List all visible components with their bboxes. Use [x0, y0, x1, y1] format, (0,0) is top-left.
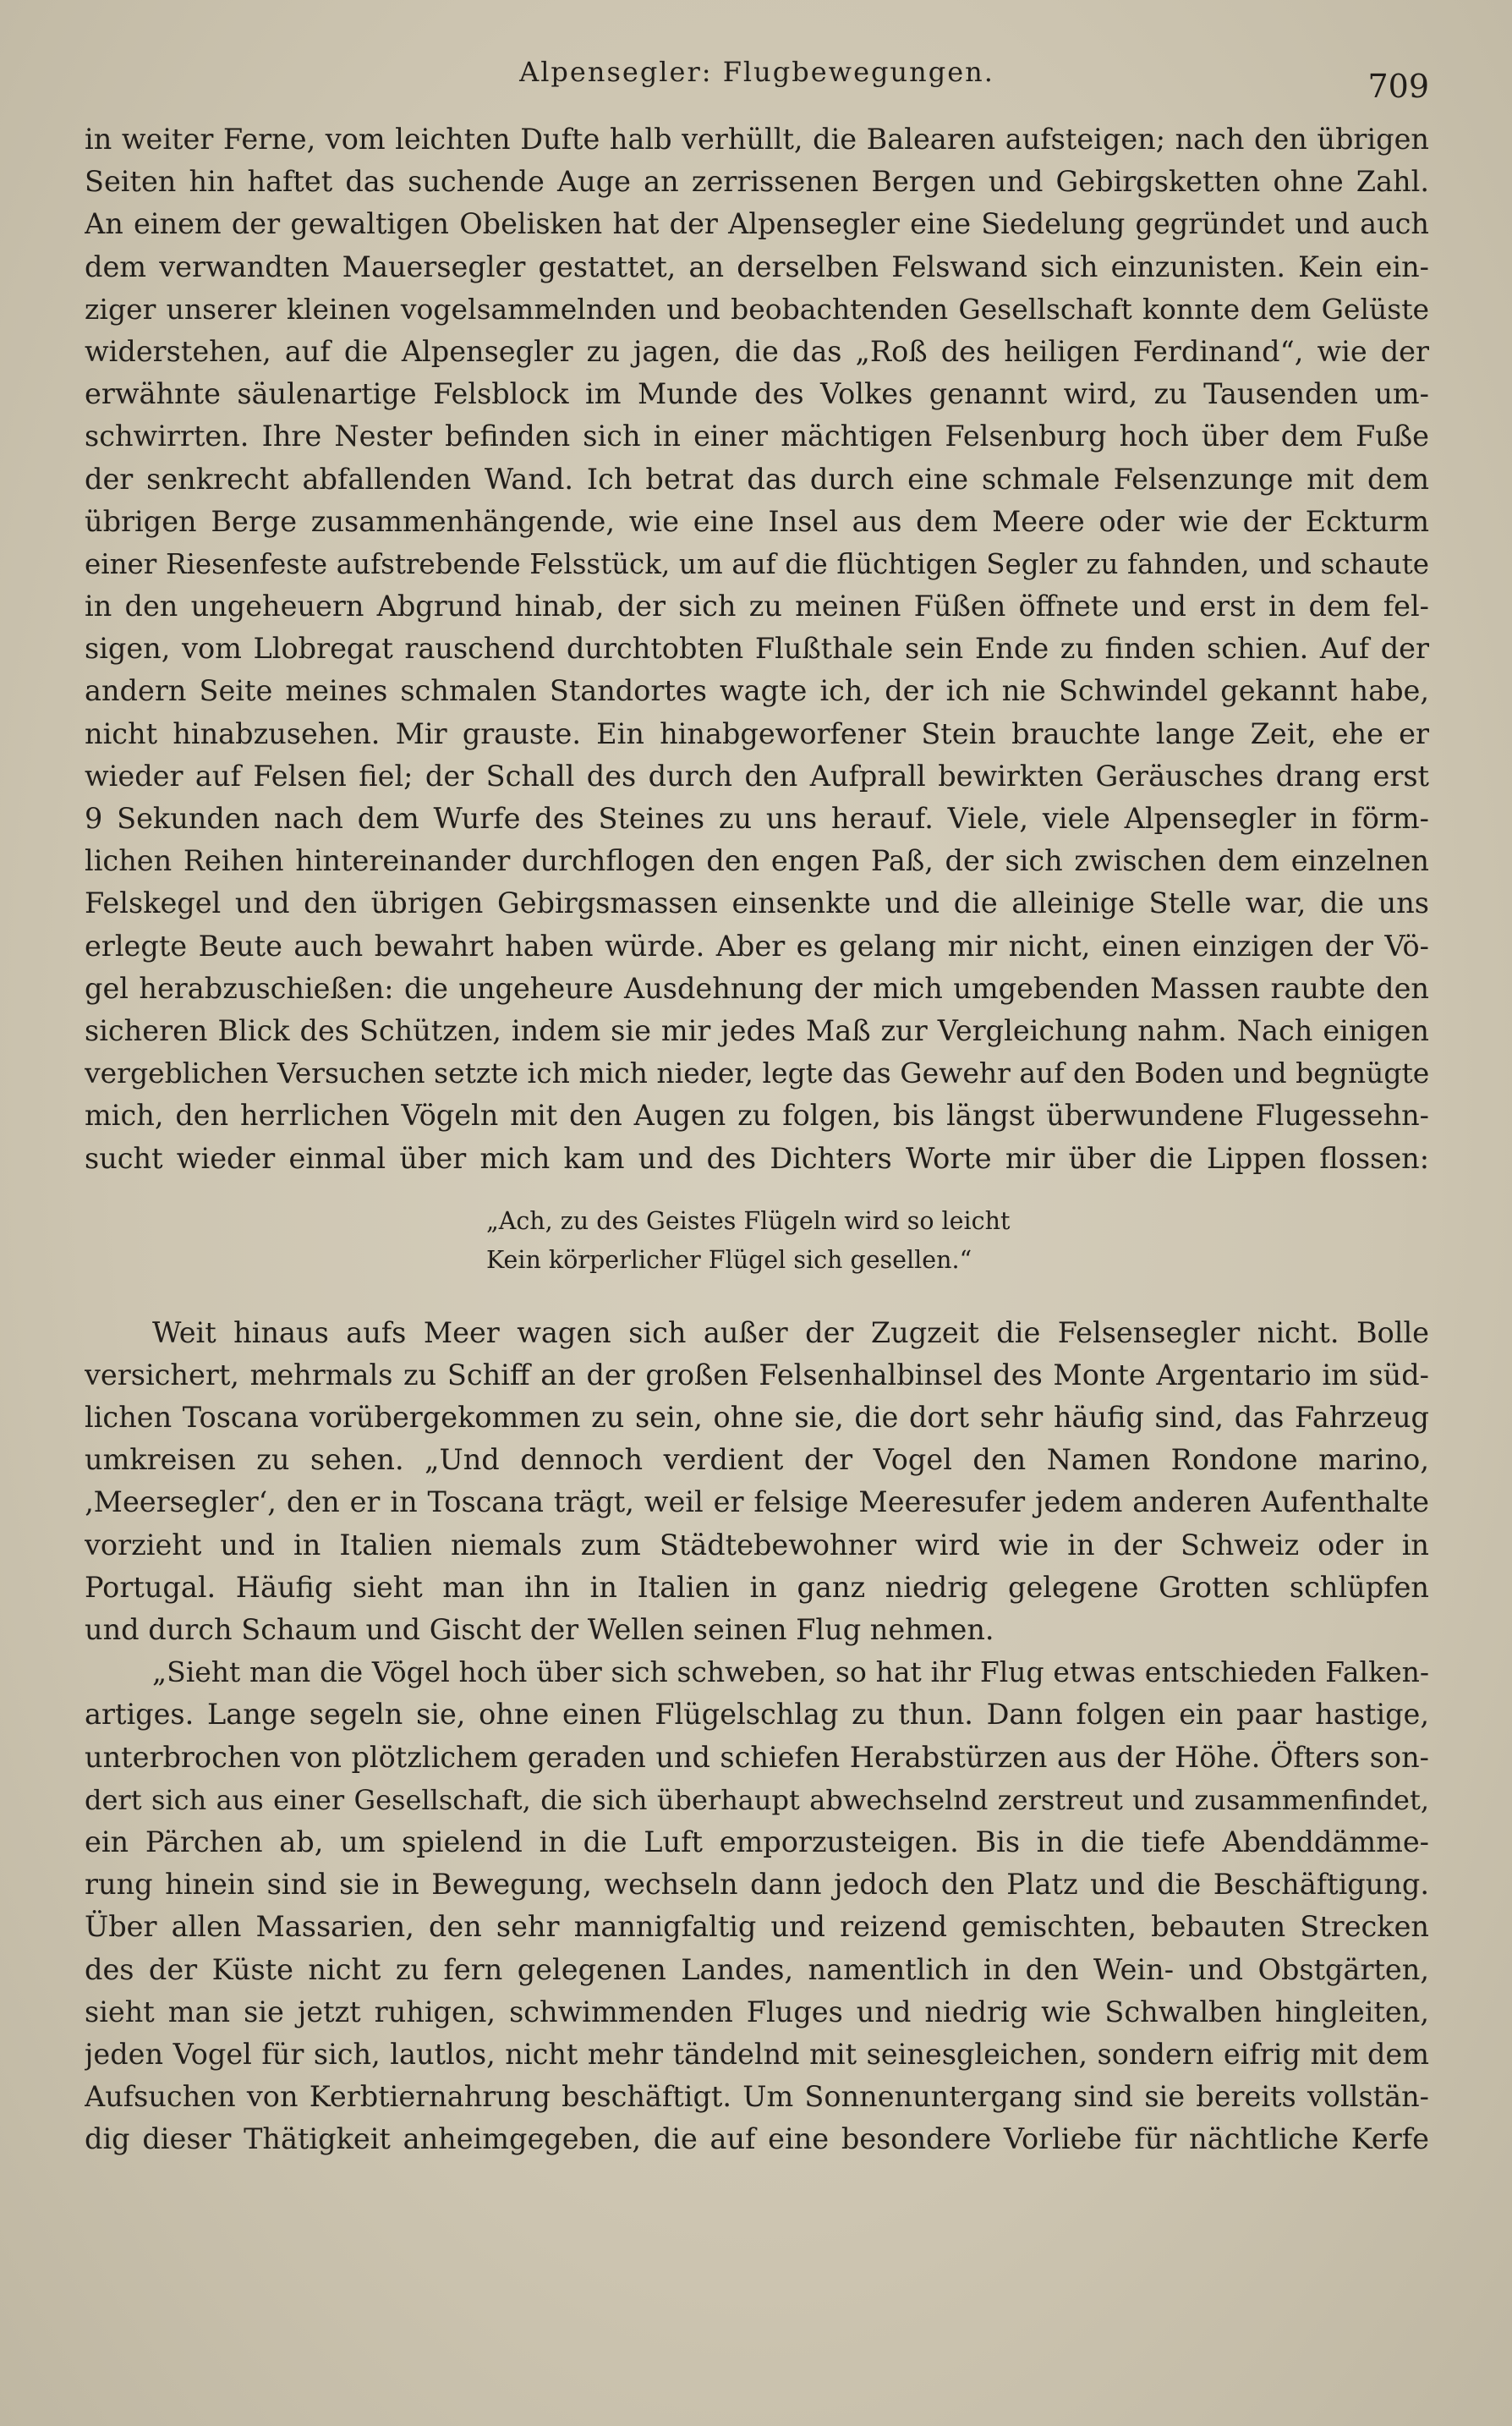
text-line: „Sieht man die Vögel hoch über sich schweben, so hat ihr Flug etwas entschieden Falken- — [152, 1655, 1429, 1689]
text-line: dert sich aus einer Gesellschaft, die sich überhaupt abwechselnd zerstreut und zusammenfindet, — [85, 1783, 1429, 1816]
text-line: der senkrecht abfallenden Wand. Ich betrat das durch eine schmale Felsenzunge mit dem — [85, 462, 1429, 496]
text-line: Portugal. Häufig sieht man ihn in Italien in ganz niedrig gelegene Grotten schlüpfen — [85, 1570, 1429, 1604]
body-text — [85, 118, 1429, 2160]
paragraph-3 — [85, 1651, 1429, 2160]
text-line: ‚Meersegler‘, den er in Toscana trägt, weil er felsige Meeresufer jedem anderen Aufenthalte — [85, 1485, 1429, 1519]
text-line: andern Seite meines schmalen Standortes wagte ich, der ich nie Schwindel gekannt habe, — [85, 674, 1429, 708]
text-line: schwirrten. Ihre Nester befinden sich in einer mächtigen Felsenburg hoch über dem Fuße — [85, 420, 1429, 453]
text-line: des der Küste nicht zu fern gelegenen Landes, namentlich in den Wein- und Obstgärten, — [85, 1952, 1429, 1986]
text-line: artiges. Lange segeln sie, ohne einen Flügelschlag zu thun. Dann folgen ein paar hastige, — [85, 1698, 1429, 1732]
text-line: Über allen Massarien, den sehr mannigfaltig und reizend gemischten, bebauten Strecken — [85, 1910, 1429, 1944]
text-line: einer Riesenfeste aufstrebende Felsstück, um auf die flüchtigen Segler zu fahnden, und schaute — [85, 547, 1429, 580]
text-line: ziger unserer kleinen vogelsammelnden und beobachtenden Gesellschaft konnte dem Gelüste — [85, 292, 1429, 326]
text-line: rung hinein sind sie in Bewegung, wechseln dann jedoch den Platz und die Beschäftigung. — [85, 1868, 1429, 1902]
paragraph-2 — [85, 1312, 1429, 1652]
text-line: Felskegel und den übrigen Gebirgsmassen einsenkte und die alleinige Stelle war, die uns — [85, 886, 1429, 920]
text-line: erlegte Beute auch bewahrt haben würde. Aber es gelang mir nicht, einen einzigen der Vö- — [85, 929, 1429, 963]
text-line: lichen Reihen hintereinander durchflogen den engen Paß, der sich zwischen dem einzelnen — [85, 844, 1429, 878]
text-line: sieht man sie jetzt ruhigen, schwimmenden Fluges und niedrig wie Schwalben hingleiten, — [85, 1995, 1429, 2028]
text-line: dig dieser Thätigkeit anheimgegeben, die auf eine besondere Vorliebe für nächtliche Kerfe — [85, 2122, 1429, 2156]
text-line: übrigen Berge zusammenhängende, wie eine Insel aus dem Meere oder wie der Eckturm — [85, 504, 1429, 538]
text-line: unterbrochen von plötzlichem geraden und schiefen Herabstürzen aus der Höhe. Öfters son- — [85, 1740, 1429, 1774]
text-line: vergeblichen Versuchen setzte ich mich nieder, legte das Gewehr auf den Boden und begnügte — [85, 1057, 1429, 1090]
text-line: Weit hinaus aufs Meer wagen sich außer der Zugzeit die Felsensegler nicht. Bolle — [152, 1315, 1429, 1349]
text-line: in den ungeheuern Abgrund hinab, der sich zu meinen Füßen öffnete und erst in dem fel- — [85, 590, 1429, 623]
text-line: erwähnte säulenartige Felsblock im Munde des Volkes genannt wird, zu Tausenden um- — [85, 377, 1429, 411]
text-line: widerstehen, auf die Alpensegler zu jagen, die das „Roß des heiligen Ferdinand“, wie der — [85, 334, 1429, 368]
quote-line: Kein körperlicher Flügel sich gesellen.“ — [486, 1245, 972, 1274]
text-line: sigen, vom Llobregat rauschend durchtobten Flußthale sein Ende zu finden schien. Auf der — [85, 632, 1429, 666]
quote-line: „Ach, zu des Geistes Flügeln wird so leicht — [486, 1206, 1011, 1235]
text-line: nicht hinabzusehen. Mir grauste. Ein hinabgeworfener Stein brauchte lange Zeit, ehe er — [85, 716, 1429, 750]
text-line: wieder auf Felsen fiel; der Schall des durch den Aufprall bewirkten Geräusches drang erst — [85, 759, 1429, 793]
text-line: dem verwandten Mauersegler gestattet, an derselben Felswand sich einzunisten. Kein ein- — [85, 250, 1429, 283]
text-line: lichen Toscana vorübergekommen zu sein, ohne sie, die dort sehr häufig sind, das Fahrzeug — [85, 1401, 1429, 1435]
text-line: mich, den herrlichen Vögeln mit den Augen zu folgen, bis längst überwundene Flugessehn- — [85, 1099, 1429, 1133]
text-line: 9 Sekunden nach dem Wurfe des Steines zu uns herauf. Viele, viele Alpensegler in förm- — [85, 802, 1429, 835]
verse-quote — [85, 1202, 1429, 1280]
page-header — [85, 49, 1429, 105]
paragraph-1 — [85, 118, 1429, 1180]
text-line: sicheren Blick des Schützen, indem sie mir jedes Maß zur Vergleichung nahm. Nach einigen — [85, 1013, 1429, 1047]
text-line: vorzieht und in Italien niemals zum Städtebewohner wird wie in der Schweiz oder in — [85, 1528, 1429, 1562]
page-number: 709 — [1367, 68, 1429, 105]
text-line: Seiten hin haftet das suchende Auge an zerrissenen Bergen und Gebirgsketten ohne Zahl. — [85, 165, 1429, 199]
text-line: und durch Schaum und Gischt der Wellen seinen Flug nehmen. — [85, 1613, 994, 1646]
text-line: gel herabzuschießen: die ungeheure Ausdehnung der mich umgebenden Massen raubte den — [85, 971, 1429, 1005]
text-line: versichert, mehrmals zu Schiff an der großen Felsenhalbinsel des Monte Argentario im süd- — [85, 1358, 1429, 1391]
text-line: in weiter Ferne, vom leichten Dufte halb verhüllt, die Balearen aufsteigen; nach den übrigen — [85, 123, 1429, 156]
text-line: Aufsuchen von Kerbtiernahrung beschäftigt. Um Sonnenuntergang sind sie bereits vollstän- — [85, 2080, 1429, 2114]
running-title: Alpensegler: Flugbewegungen. — [519, 56, 994, 88]
text-line: umkreisen zu sehen. „Und dennoch verdient der Vogel den Namen Rondone marino, — [85, 1443, 1429, 1477]
text-line: An einem der gewaltigen Obelisken hat der Alpensegler eine Siedelung gegründet und auch — [85, 207, 1429, 241]
text-line: sucht wieder einmal über mich kam und des Dichters Worte mir über die Lippen flossen: — [85, 1141, 1429, 1175]
text-line: ein Pärchen ab, um spielend in die Luft emporzusteigen. Bis in die tiefe Abenddämme- — [85, 1825, 1429, 1858]
text-line: jeden Vogel für sich, lautlos, nicht mehr tändelnd mit seinesgleichen, sondern eifrig mit dem — [85, 2037, 1429, 2071]
